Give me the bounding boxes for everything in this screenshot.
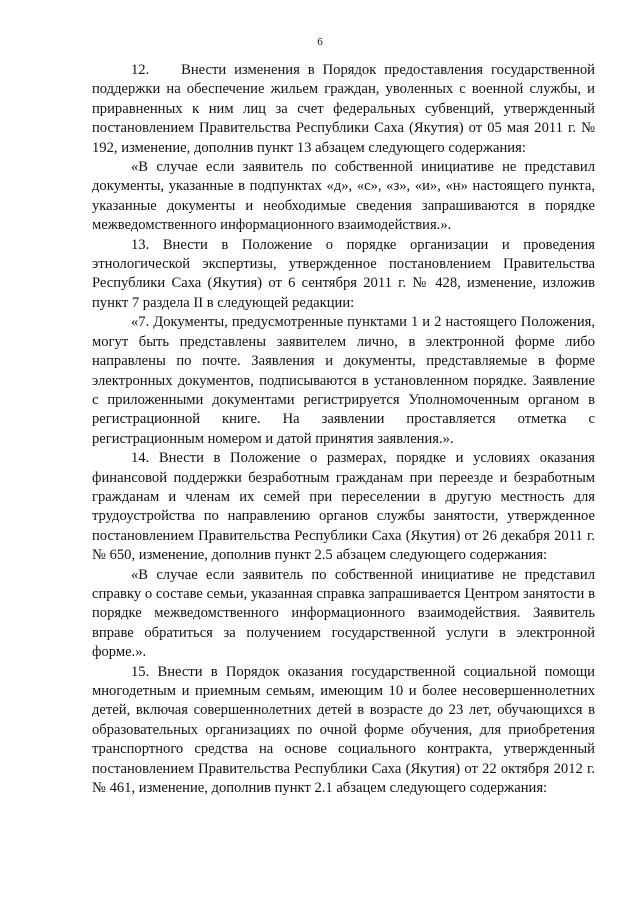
paragraph-13-quote: «7. Документы, предусмотренные пунктами 1 и 2 настоящего Положения, могут быть представлены заявителем лично, в электронной форме либо направлены по почте. Заявления и документы, представляемые в форме электронных документов, подписываются в установленном порядке. Заявление с приложенными документами регистрируется Уполномоченным органом в регистрационной книге. На заявлении проставляется отметка с регистрационным номером и датой принятия заявления.». xyxy=(92,314,595,447)
document-body xyxy=(92,61,595,798)
paragraph-15: 15. Внести в Порядок оказания государственной социальной помощи многодетным и приемным семьям, имеющим 10 и более несовершеннолетних детей, включая совершеннолетних детей в возрасте до 23 лет, обучающихся в образовательных организациях по очной форме обучения, для приобретения транспортного средства на основе социального контракта, утвержденный постановлением Правительства Республики Саха (Якутия) от 22 октября 2012 г. № 461, изменение, дополнив пункт 2.1 абзацем следующего содержания: xyxy=(92,663,595,797)
paragraph-13: 13. Внести в Положение о порядке организации и проведения этнологической экспертизы, утвержденное постановлением Правительства Республики Саха (Якутия) от 6 сентября 2011 г. № 428, изменение, изложив пункт 7 раздела II в следующей редакции: xyxy=(92,236,595,311)
page-number: 6 xyxy=(317,36,323,48)
paragraph-12-quote: «В случае если заявитель по собственной инициативе не представил документы, указанные в подпунктах «д», «с», «з», «и», «н» настоящего пункта, указанные документы и необходимые сведения запрашиваются в порядке межведомственного информационного взаимодействия.». xyxy=(92,159,595,234)
paragraph-14: 14. Внести в Положение о размерах, порядке и условиях оказания финансовой поддержки безработным гражданам при переезде и безработным гражданам и членам их семей при переселении в другую местность для трудоустройства по направлению органов службы занятости, утвержденное постановлением Правительства Республики Саха (Якутия) от 26 декабря 2011 г. № 650, изменение, дополнив пункт 2.5 абзацем следующего содержания: xyxy=(92,450,595,564)
paragraph-12: 12. Внести изменения в Порядок предоставления государственной поддержки на обеспечение жильем граждан, уволенных с военной службы, и приравненных к ним лиц за счет федеральных субвенций, утвержденный постановлением Правительства Республики Саха (Якутия) от 05 мая 2011 г. № 192, изменение, дополнив пункт 13 абзацем следующего содержания: xyxy=(92,62,595,156)
paragraph-14-quote: «В случае если заявитель по собственной инициативе не представил справку о составе семьи, указанная справка запрашивается Центром занятости в порядке межведомственного информационного взаимодействия. Заявитель вправе обратиться за получением государственной услуги в электронной форме.». xyxy=(92,566,595,661)
